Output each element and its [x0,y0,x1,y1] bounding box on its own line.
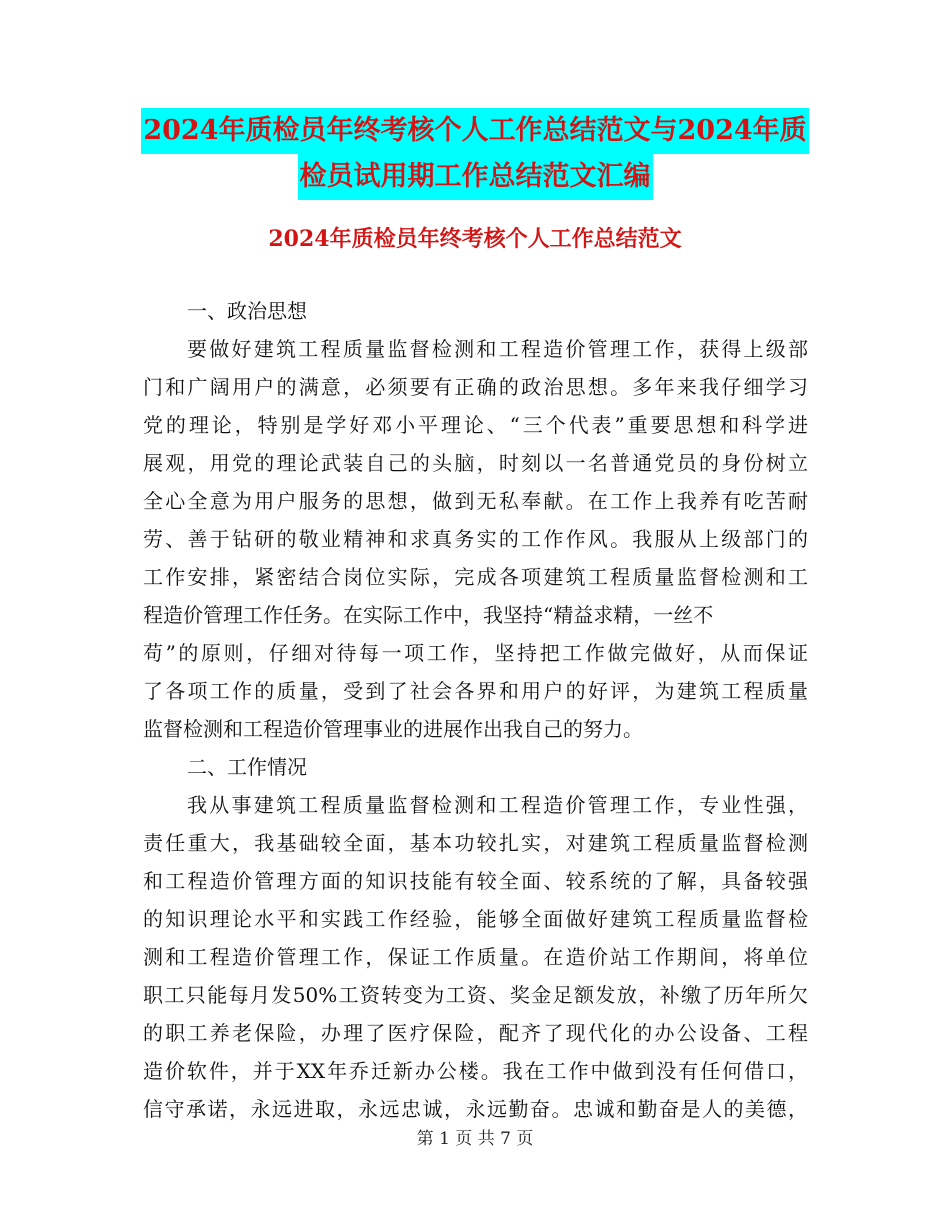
document-body [143,292,808,1128]
heading-political: 一、政治思想 [187,299,307,323]
paragraph-line: 职工只能每月发50%工资转变为工资、奖金足额发放，补缴了历年所欠 [143,983,808,1007]
heading-work: 二、工作情况 [187,755,307,779]
paragraph-line: 的职工养老保险，办理了医疗保险，配齐了现代化的办公设备、工程 [143,1021,808,1045]
title-line-1: 2024年质检员年终考核个人工作总结范文与2024年质 [141,108,808,154]
paragraph-line: 信守承诺，永远进取，永远忠诚，永远勤奋。忠诚和勤奋是人的美德， [143,1097,808,1121]
section-heading: 2024年质检员年终考核个人工作总结范文 [268,226,682,252]
paragraph-line: 监督检测和工程造价管理事业的进展作出我自己的努力。 [143,717,643,741]
paragraph-line: 工作安排，紧密结合岗位实际，完成各项建筑工程质量监督检测和工 [143,565,808,589]
title-line-2: 检员试用期工作总结范文汇编 [298,154,653,200]
paragraph-line: 责任重大，我基础较全面，基本功较扎实，对建筑工程质量监督检测 [143,831,808,855]
paragraph-line: 门和广阔用户的满意，必须要有正确的政治思想。多年来我仔细学习 [143,375,808,399]
paragraph-line: 劳、善于钻研的敬业精神和求真务实的工作作风。我服从上级部门的 [143,527,808,551]
paragraph-line: 党的理论，特别是学好邓小平理论、“三个代表”重要思想和科学进 [143,413,808,437]
paragraph-line: 程造价管理工作任务。在实际工作中，我坚持“精益求精，一丝不 [143,603,714,627]
paragraph-line: 测和工程造价管理工作，保证工作质量。在造价站工作期间，将单位 [143,945,808,969]
paragraph-line: 造价软件，并于XX年乔迁新办公楼。我在工作中做到没有任何借口， [143,1059,808,1083]
paragraph-line: 我从事建筑工程质量监督检测和工程造价管理工作，专业性强， [187,793,808,817]
paragraph-line: 和工程造价管理方面的知识技能有较全面、较系统的了解，具备较强 [143,869,808,893]
paragraph-line: 的知识理论水平和实践工作经验，能够全面做好建筑工程质量监督检 [143,907,808,931]
page-number-footer: 第 1 页 共 7 页 [416,1129,534,1149]
paragraph-line: 展观，用党的理论武装自己的头脑，时刻以一名普通党员的身份树立 [143,451,808,475]
paragraph-line: 了各项工作的质量，受到了社会各界和用户的好评，为建筑工程质量 [143,679,808,703]
document-title [0,108,950,200]
paragraph-line: 要做好建筑工程质量监督检测和工程造价管理工作，获得上级部 [187,337,808,361]
paragraph-line: 苟”的原则，仔细对待每一项工作，坚持把工作做完做好，从而保证 [143,641,808,665]
paragraph-line: 全心全意为用户服务的思想，做到无私奉献。在工作上我养有吃苦耐 [143,489,808,513]
